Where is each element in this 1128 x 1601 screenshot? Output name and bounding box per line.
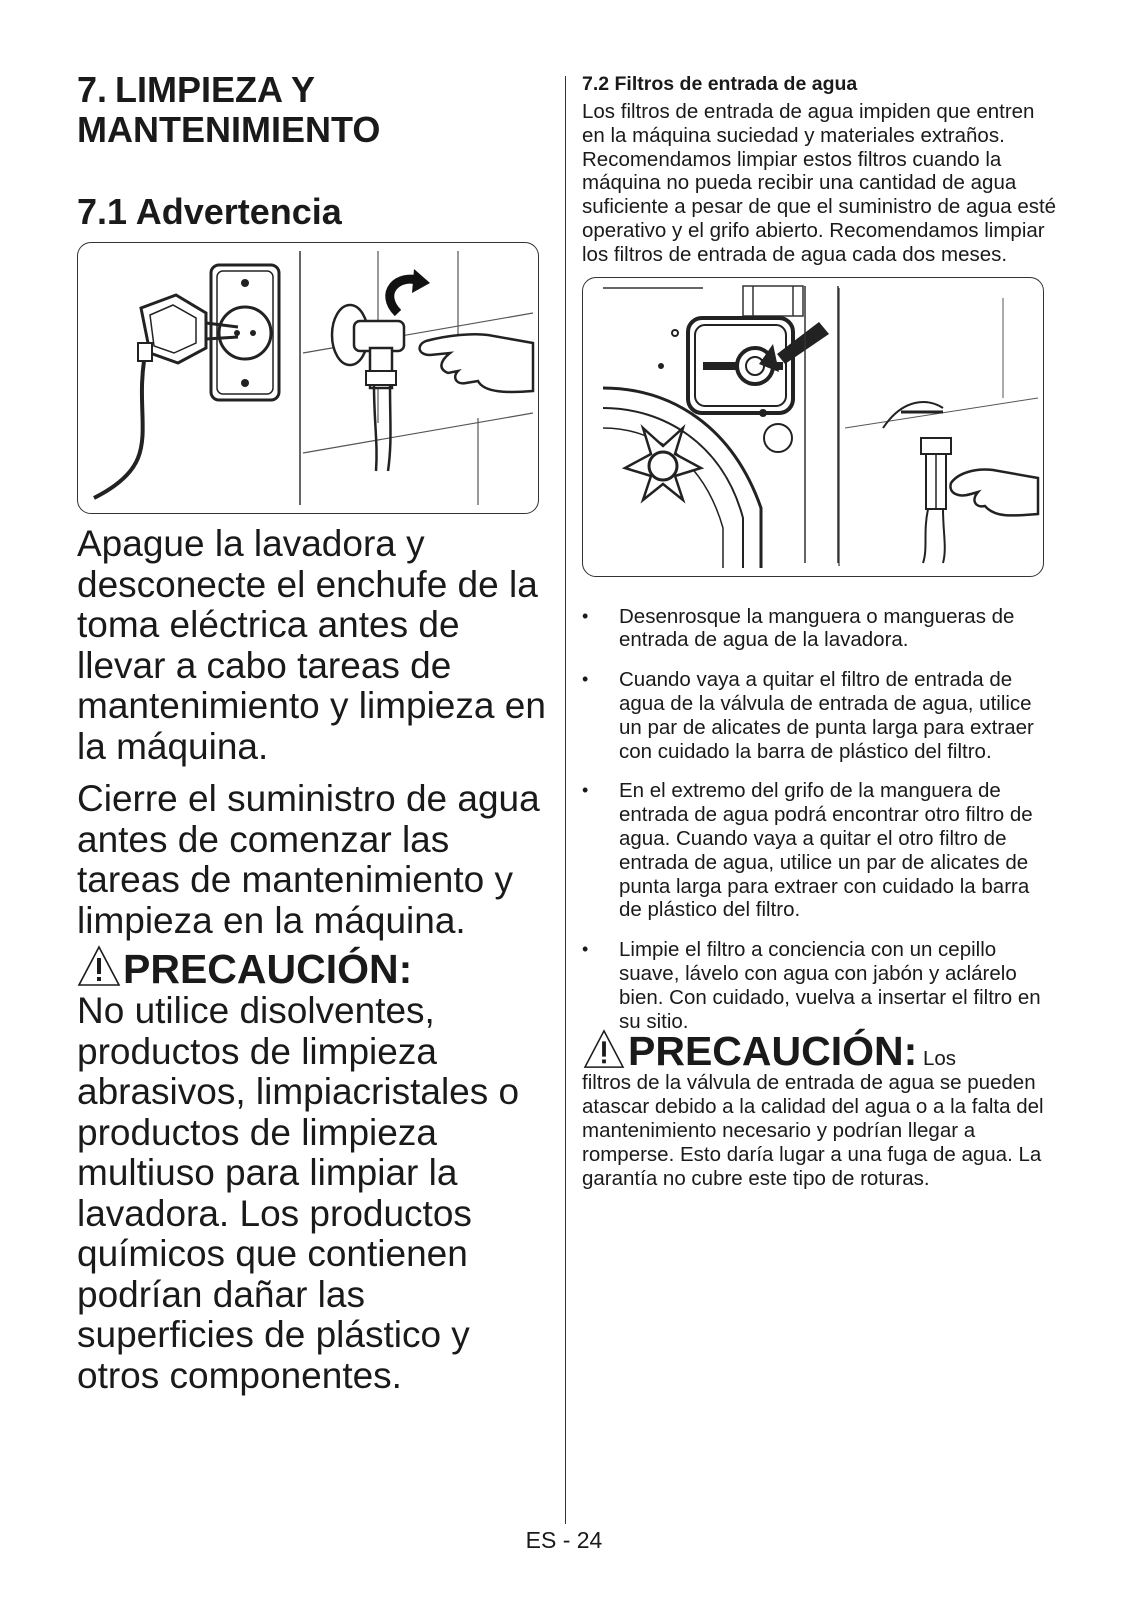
warning-triangle-icon bbox=[77, 945, 121, 987]
caution-text-right: filtros de la válvula de entrada de agua se pueden atascar debido a la calidad del agua o a la falta del mantenimiento necesario y podrían llegar a romperse. Esto daría lugar a una fuga de agua. La garantía no cubre este tipo de roturas. bbox=[582, 1071, 1044, 1190]
list-item: • Desenrosque la manguera o mangueras de entrada de agua de la lavadora. bbox=[582, 605, 1057, 653]
caution-label-right: PRECAUCIÓN: bbox=[628, 1028, 918, 1075]
caution-label-left: PRECAUCIÓN: bbox=[123, 946, 413, 992]
chapter-title-line2: MANTENIMIENTO bbox=[77, 109, 381, 150]
page-number: ES - 24 bbox=[525, 1527, 603, 1553]
column-divider bbox=[565, 76, 566, 1524]
chapter-title bbox=[77, 70, 547, 150]
right-column bbox=[582, 72, 1057, 1190]
list-item: • Limpie el filtro a conciencia con un cepillo suave, lávelo con agua con jabón y aclárelo bien. Con cuidado, vuelva a insertar el filtro en su sitio. bbox=[582, 938, 1057, 1033]
inlet-filter-illustration bbox=[583, 278, 1043, 576]
left-column bbox=[77, 70, 547, 1396]
paragraph-close-water: Cierre el suministro de agua antes de comenzar las tareas de mantenimiento y limpieza en la máquina. bbox=[77, 778, 540, 941]
paragraph-unplug: Apague la lavadora y desconecte el enchufe de la toma eléctrica antes de llevar a cabo tareas de mantenimiento y limpieza en la máquina. bbox=[77, 523, 546, 767]
instruction-list bbox=[582, 605, 1057, 1034]
figure-unplug-and-close-tap bbox=[77, 242, 539, 514]
list-item: • En el extremo del grifo de la manguera de entrada de agua podrá encontrar otro filtro de agua. Cuando vaya a quitar el otro filtro de entrada de agua, utilice un par de alicates de punta larga para extraer con cuidado la barra de plástico del filtro. bbox=[582, 779, 1057, 922]
list-item: • Cuando vaya a quitar el filtro de entrada de agua de la válvula de entrada de agua, utilice un par de alicates de punta larga para extraer con cuidado la barra de plástico del filtro. bbox=[582, 668, 1057, 763]
section-title-warning: 7.1 Advertencia bbox=[77, 191, 342, 232]
figure-inlet-filters bbox=[582, 277, 1044, 577]
caution-lead-right: Los bbox=[923, 1047, 957, 1071]
subsection-title-inlet-filters: 7.2 Filtros de entrada de agua bbox=[582, 73, 858, 95]
chapter-number: 7. bbox=[77, 69, 108, 110]
inlet-filters-intro: Los filtros de entrada de agua impiden que entren en la máquina suciedad y materiales extraños. Recomendamos limpiar estos filtros cuando la máquina no pueda recibir una cantidad de agua suficiente a pesar de que el suministro de agua esté operativo y el grifo abierto. Recomendamos limpiar los filtros de entrada de agua cada dos meses. bbox=[582, 100, 1057, 266]
warning-triangle-icon bbox=[582, 1029, 626, 1069]
caution-text-left: No utilice disolventes, productos de limpieza abrasivos, limpiacristales o productos de limpieza multiuso para limpiar la lavadora. Los productos químicos que contienen podrían dañar las superficies de plástico y otros componentes. bbox=[77, 990, 520, 1396]
caution-heading-left bbox=[77, 945, 547, 991]
caution-block-right bbox=[582, 1029, 1057, 1190]
chapter-title-line1: LIMPIEZA Y bbox=[115, 69, 316, 110]
unplug-and-tap-illustration bbox=[78, 243, 538, 513]
